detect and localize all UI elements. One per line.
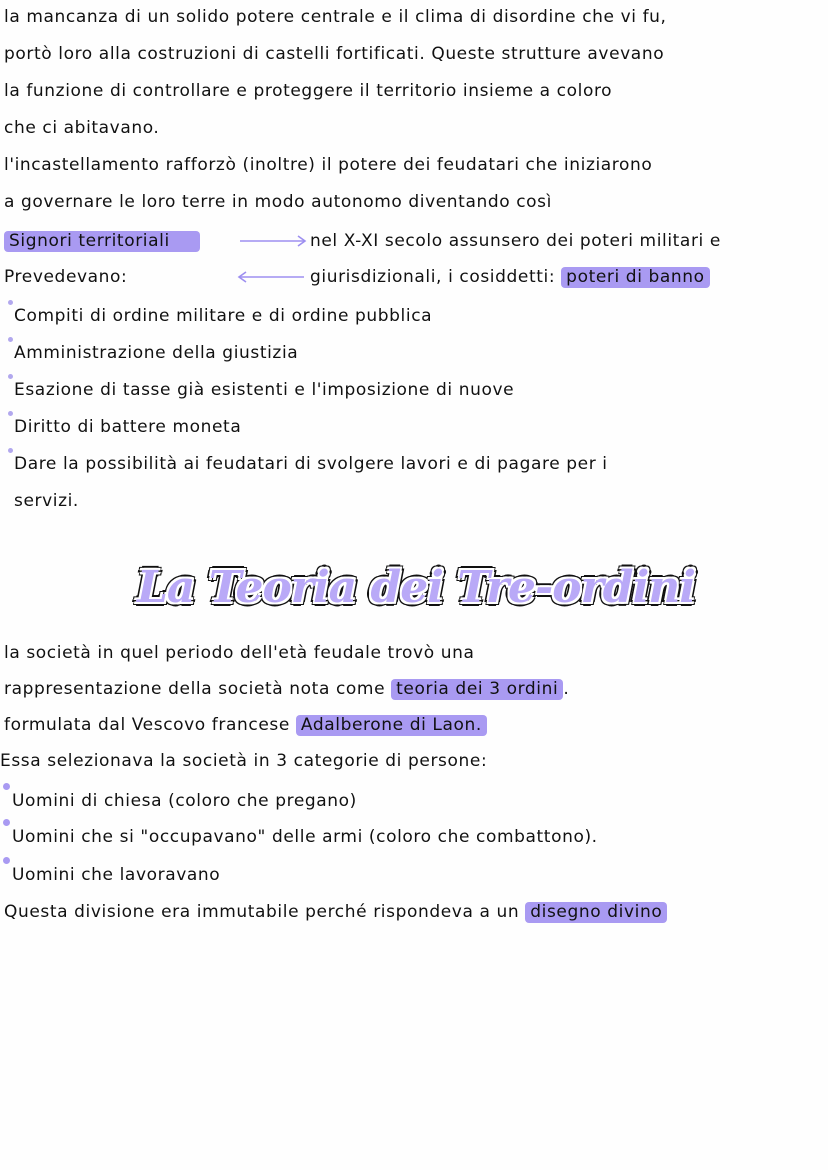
list-item: Uomini che si "occupavano" delle armi (coloro che combattono). [12,827,598,847]
signori-text: nel X-XI secolo assunsero dei poteri militari e [310,231,721,251]
bullet-icon [3,857,10,864]
bullet-icon [8,337,13,342]
highlight-poteri-di-banno: poteri di banno [561,267,710,288]
signori-line [4,229,200,253]
prevedevano-text [310,265,710,289]
text-plain: . [563,679,570,699]
highlight-disegno-divino: disegno divino [525,902,667,923]
list-item: Esazione di tasse già esistenti e l'imposizione di nuove [14,380,515,400]
paragraph-line: portò loro alla costruzioni di castelli fortificati. Queste strutture avevano [4,44,665,64]
list-item: Amministrazione della giustizia [14,343,299,363]
paragraph-line: l'incastellamento rafforzò (inoltre) il potere dei feudatari che iniziarono [4,155,653,175]
list-item-continuation: servizi. [14,491,79,511]
text-plain: rappresentazione della società nota come [4,679,386,699]
section-title: La Teoria dei Tre-ordini [136,562,695,613]
highlight-signori-territoriali: Signori territoriali [4,231,200,252]
prevedevano-label: Prevedevano: [4,267,128,287]
paragraph-line: la funzione di controllare e proteggere il territorio insieme a coloro [4,81,613,101]
list-item: Dare la possibilità ai feudatari di svolgere lavori e di pagare per i [14,454,608,474]
left-arrow-icon [236,270,304,284]
list-item: Uomini che lavoravano [12,865,221,885]
paragraph-line [4,713,487,737]
text-plain: Questa divisione era immutabile perché rispondeva a un [4,902,520,922]
paragraph-line: la società in quel periodo dell'età feudale trovò una [4,643,475,663]
text-plain: formulata dal Vescovo francese [4,715,290,735]
bullet-icon [8,448,13,453]
paragraph-line [4,900,667,924]
paragraph-line: che ci abitavano. [4,118,160,138]
paragraph-line [4,677,569,701]
paragraph-line: a governare le loro terre in modo autonomo diventando così [4,192,552,212]
paragraph-line: la mancanza di un solido potere centrale e il clima di disordine che vi fu, [4,7,667,27]
highlight-adalberone-di-laon: Adalberone di Laon. [296,715,487,736]
bullet-icon [3,819,10,826]
list-item: Diritto di battere moneta [14,417,242,437]
list-item: Uomini di chiesa (coloro che pregano) [12,791,357,811]
bullet-icon [8,300,13,305]
list-item: Compiti di ordine militare e di ordine pubblica [14,306,433,326]
highlight-teoria-dei-3-ordini: teoria dei 3 ordini [391,679,563,700]
right-arrow-icon [240,234,308,248]
prevedevano-text-plain: giurisdizionali, i cosiddetti: [310,267,556,287]
bullet-icon [8,374,13,379]
bullet-icon [3,783,10,790]
paragraph-line: Essa selezionava la società in 3 categorie di persone: [0,751,488,771]
bullet-icon [8,411,13,416]
